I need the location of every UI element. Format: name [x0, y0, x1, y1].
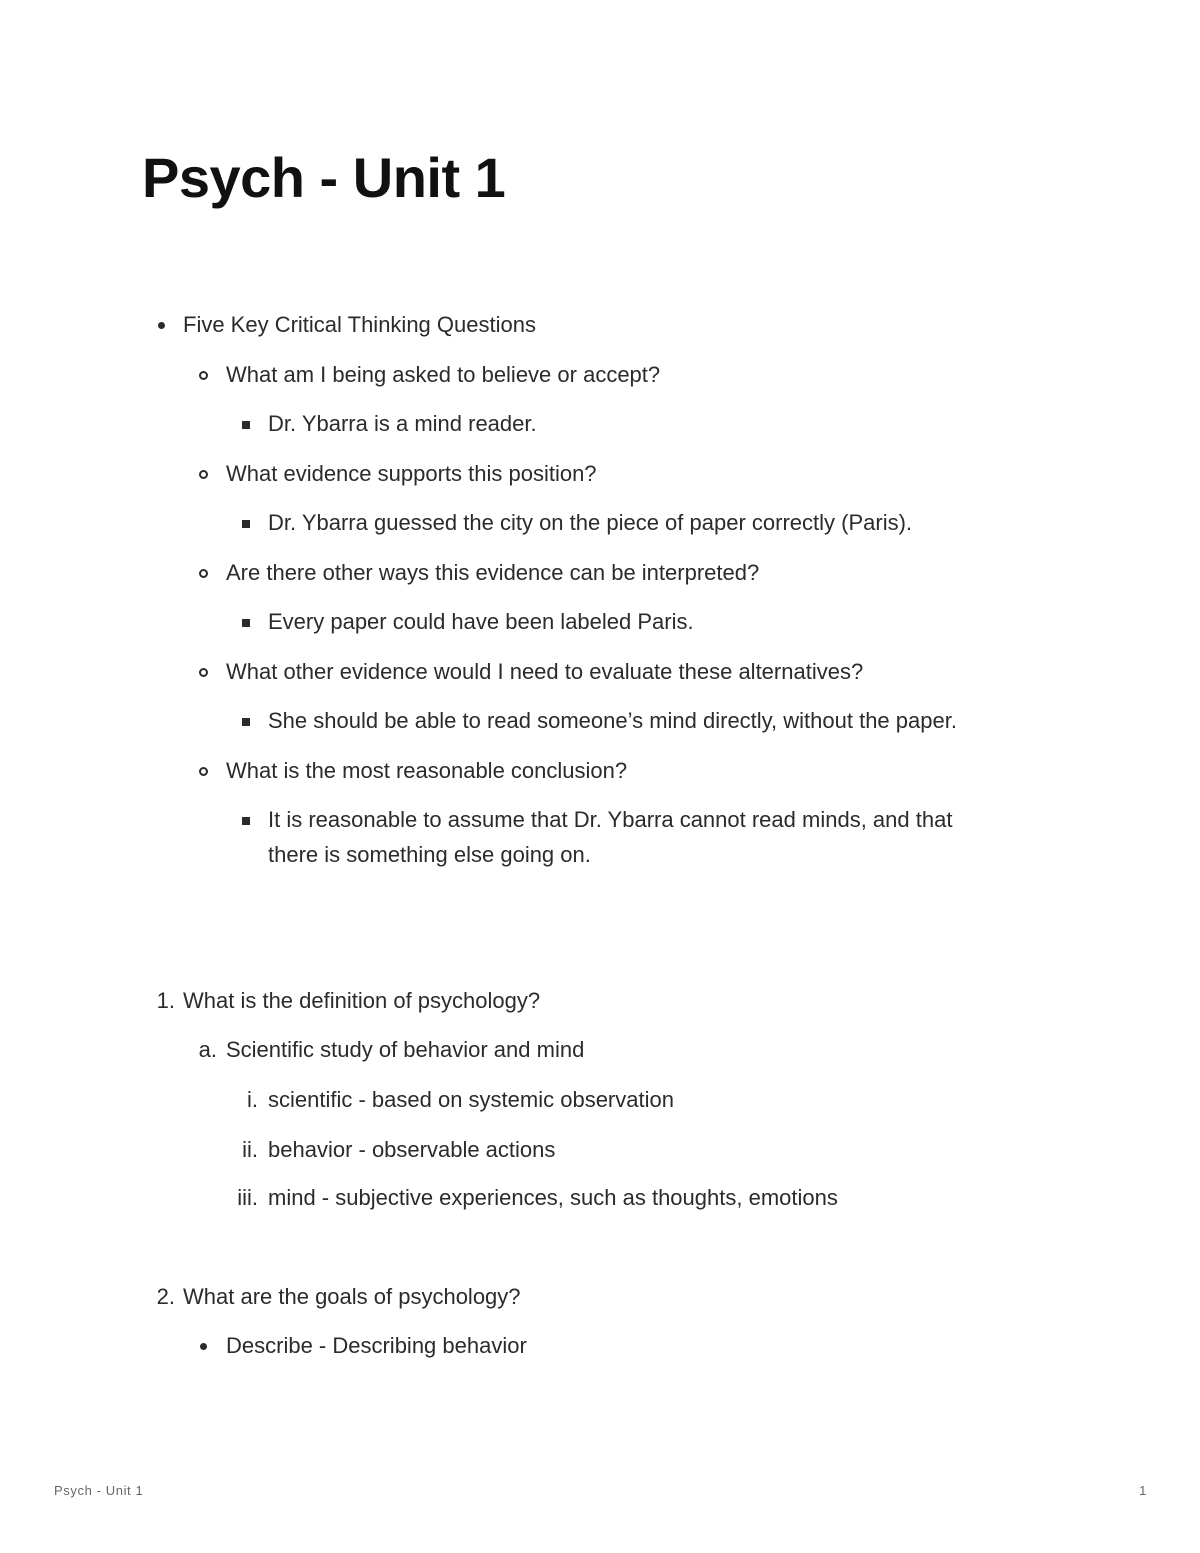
question-3: Are there other ways this evidence can be interpreted?: [226, 560, 760, 585]
question-2: What evidence supports this position?: [226, 461, 597, 486]
list-roman-iii: iii.: [237, 1185, 258, 1210]
answer-4: She should be able to read someone’s mind directly, without the paper.: [268, 708, 957, 733]
footer-title: Psych - Unit 1: [54, 1483, 144, 1498]
bullet-ring: [199, 371, 208, 380]
answer-5-line-2: there is something else going on.: [268, 842, 591, 867]
list-number-1: 1.: [156, 988, 175, 1013]
question-5: What is the most reasonable conclusion?: [226, 758, 628, 783]
question-4: What other evidence would I need to evaluate these alternatives?: [226, 659, 864, 684]
question-1: What am I being asked to believe or accept?: [226, 362, 661, 387]
critical-thinking-heading: Five Key Critical Thinking Questions: [183, 312, 536, 337]
bullet-square: [242, 817, 250, 825]
page-number: 1: [1139, 1483, 1147, 1498]
bullet-square: [242, 421, 250, 429]
sub-item-a: Scientific study of behavior and mind: [226, 1037, 585, 1062]
bullet-square: [242, 520, 250, 528]
bullet-disc: [158, 322, 165, 329]
list-number-2: 2.: [156, 1284, 175, 1309]
bullet-square: [242, 718, 250, 726]
answer-3: Every paper could have been labeled Paris.: [268, 609, 694, 634]
list-roman-i: i.: [247, 1087, 258, 1112]
bullet-disc: [200, 1343, 207, 1350]
sub-sub-item-ii: behavior - observable actions: [268, 1137, 556, 1162]
answer-2: Dr. Ybarra guessed the city on the piece of paper correctly (Paris).: [268, 510, 913, 535]
bullet-ring: [199, 668, 208, 677]
numbered-item-2: What are the goals of psychology?: [183, 1284, 521, 1309]
bullet-square: [242, 619, 250, 627]
answer-5-line-1: It is reasonable to assume that Dr. Ybarra cannot read minds, and that: [268, 807, 953, 832]
page-title: Psych - Unit 1: [142, 146, 506, 209]
goal-describe: Describe - Describing behavior: [226, 1333, 527, 1358]
bullet-ring: [199, 470, 208, 479]
bullet-ring: [199, 767, 208, 776]
bullet-ring: [199, 569, 208, 578]
sub-sub-item-iii: mind - subjective experiences, such as thoughts, emotions: [268, 1185, 838, 1210]
list-roman-ii: ii.: [242, 1137, 258, 1162]
list-letter-a: a.: [198, 1037, 217, 1062]
sub-sub-item-i: scientific - based on systemic observation: [268, 1087, 674, 1112]
answer-1: Dr. Ybarra is a mind reader.: [268, 411, 537, 436]
numbered-item-1: What is the definition of psychology?: [183, 988, 541, 1013]
